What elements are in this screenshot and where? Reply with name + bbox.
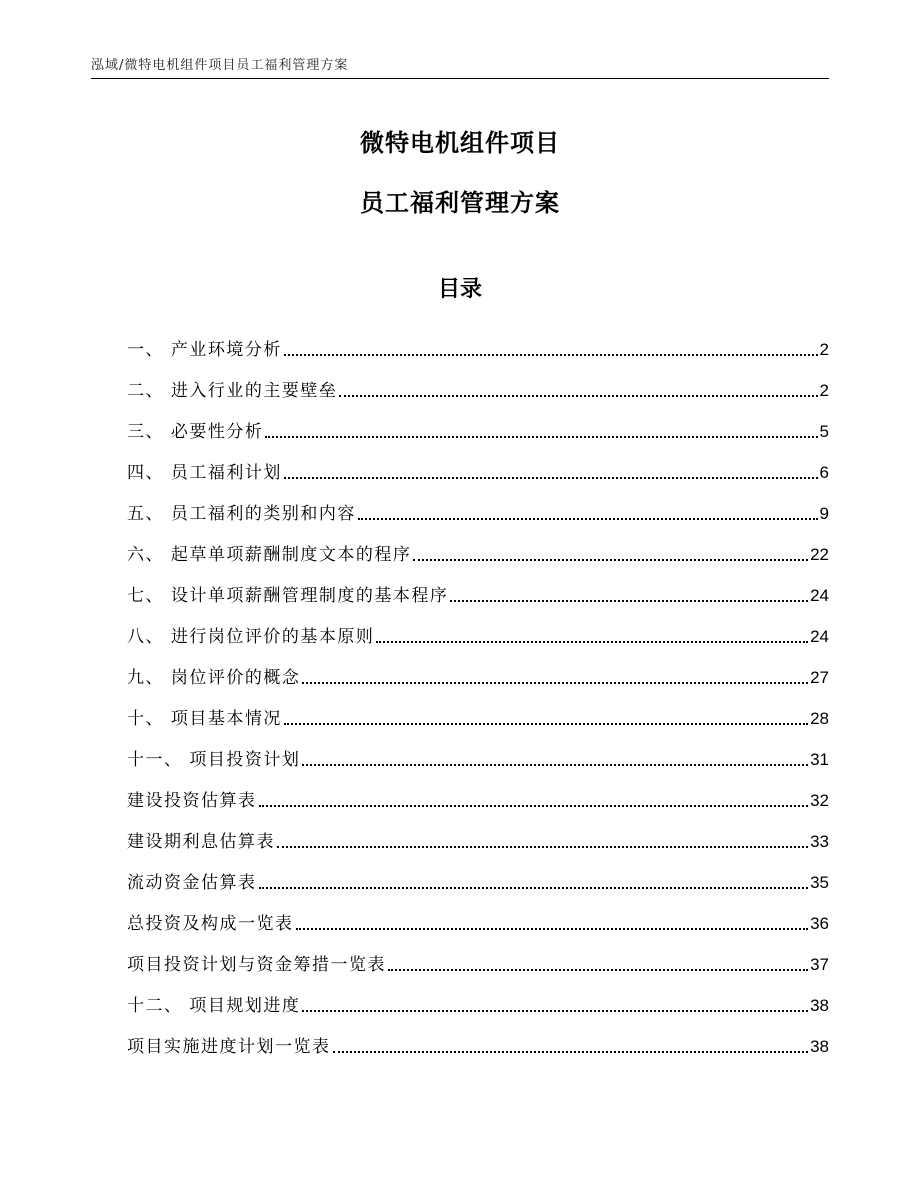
toc-entry-label: 一、 产业环境分析: [127, 340, 282, 360]
toc-dot-leader: [277, 846, 808, 848]
toc-entry-page: 33: [810, 832, 829, 851]
toc-dot-leader: [339, 395, 817, 397]
toc-entry-label: 六、 起草单项薪酬制度文本的程序: [127, 545, 412, 565]
table-of-contents: [127, 323, 829, 1061]
toc-entry[interactable]: [127, 815, 829, 856]
toc-entry-label: 流动资金估算表: [127, 873, 257, 893]
toc-dot-leader: [259, 805, 809, 807]
toc-entry-label: 二、 进入行业的主要壁垒: [127, 381, 338, 401]
document-title-line-2: 员工福利管理方案: [360, 189, 560, 217]
toc-entry-page: 5: [819, 422, 829, 441]
toc-entry-page: 24: [810, 586, 829, 605]
toc-entry[interactable]: [127, 610, 829, 651]
toc-entry-label: 四、 员工福利计划: [127, 463, 282, 483]
toc-entry[interactable]: [127, 897, 829, 938]
toc-entry-page: 24: [810, 627, 829, 646]
toc-entry-label: 五、 员工福利的类别和内容: [127, 504, 356, 524]
toc-entry[interactable]: [127, 1020, 829, 1061]
toc-dot-leader: [296, 928, 809, 930]
toc-entry-page: 27: [810, 668, 829, 687]
toc-entry[interactable]: [127, 856, 829, 897]
toc-dot-leader: [302, 1010, 808, 1012]
toc-entry-label: 三、 必要性分析: [127, 422, 264, 442]
toc-entry[interactable]: [127, 938, 829, 979]
toc-entry-page: 22: [810, 545, 829, 564]
document-title-line-1: 微特电机组件项目: [360, 129, 560, 157]
toc-entry[interactable]: [127, 364, 829, 405]
toc-entry-label: 项目实施进度计划一览表: [127, 1037, 331, 1057]
toc-dot-leader: [259, 887, 809, 889]
toc-entry[interactable]: [127, 692, 829, 733]
toc-dot-leader: [302, 764, 808, 766]
toc-entry-label: 十、 项目基本情况: [127, 709, 282, 729]
toc-entry-label: 七、 设计单项薪酬管理制度的基本程序: [127, 586, 449, 606]
toc-dot-leader: [284, 354, 818, 356]
toc-entry-page: 32: [810, 791, 829, 810]
toc-heading: 目录: [437, 277, 482, 302]
toc-entry[interactable]: [127, 528, 829, 569]
toc-entry[interactable]: [127, 446, 829, 487]
toc-entry[interactable]: [127, 323, 829, 364]
header-divider: [91, 78, 829, 79]
toc-entry-label: 建设期利息估算表: [127, 832, 275, 852]
toc-entry[interactable]: [127, 487, 829, 528]
toc-entry-label: 总投资及构成一览表: [127, 914, 294, 934]
toc-entry[interactable]: [127, 774, 829, 815]
toc-entry-page: 28: [810, 709, 829, 728]
toc-entry-page: 31: [810, 750, 829, 769]
toc-entry[interactable]: [127, 733, 829, 774]
toc-entry-label: 建设投资估算表: [127, 791, 257, 811]
toc-entry-page: 6: [819, 463, 829, 482]
toc-dot-leader: [302, 682, 808, 684]
running-header: 泓域/微特电机组件项目员工福利管理方案: [91, 58, 349, 73]
toc-entry[interactable]: [127, 569, 829, 610]
toc-dot-leader: [284, 723, 808, 725]
toc-entry-page: 37: [810, 955, 829, 974]
toc-entry-label: 八、 进行岗位评价的基本原则: [127, 627, 375, 647]
toc-entry-page: 2: [819, 340, 829, 359]
toc-entry-label: 十一、 项目投资计划: [127, 750, 301, 770]
toc-entry-page: 2: [819, 381, 829, 400]
toc-entry-label: 十二、 项目规划进度: [127, 996, 301, 1016]
toc-entry-page: 9: [819, 504, 829, 523]
toc-entry-page: 38: [810, 1037, 829, 1056]
toc-dot-leader: [376, 641, 808, 643]
toc-entry-page: 36: [810, 914, 829, 933]
toc-dot-leader: [450, 600, 808, 602]
toc-entry[interactable]: [127, 405, 829, 446]
toc-dot-leader: [265, 436, 817, 438]
toc-dot-leader: [388, 969, 808, 971]
toc-dot-leader: [333, 1051, 809, 1053]
toc-dot-leader: [413, 559, 808, 561]
toc-entry-page: 38: [810, 996, 829, 1015]
toc-dot-leader: [284, 477, 818, 479]
toc-entry-page: 35: [810, 873, 829, 892]
toc-entry-label: 九、 岗位评价的概念: [127, 668, 301, 688]
toc-entry[interactable]: [127, 651, 829, 692]
toc-dot-leader: [358, 518, 818, 520]
toc-entry[interactable]: [127, 979, 829, 1020]
toc-entry-label: 项目投资计划与资金筹措一览表: [127, 955, 386, 975]
